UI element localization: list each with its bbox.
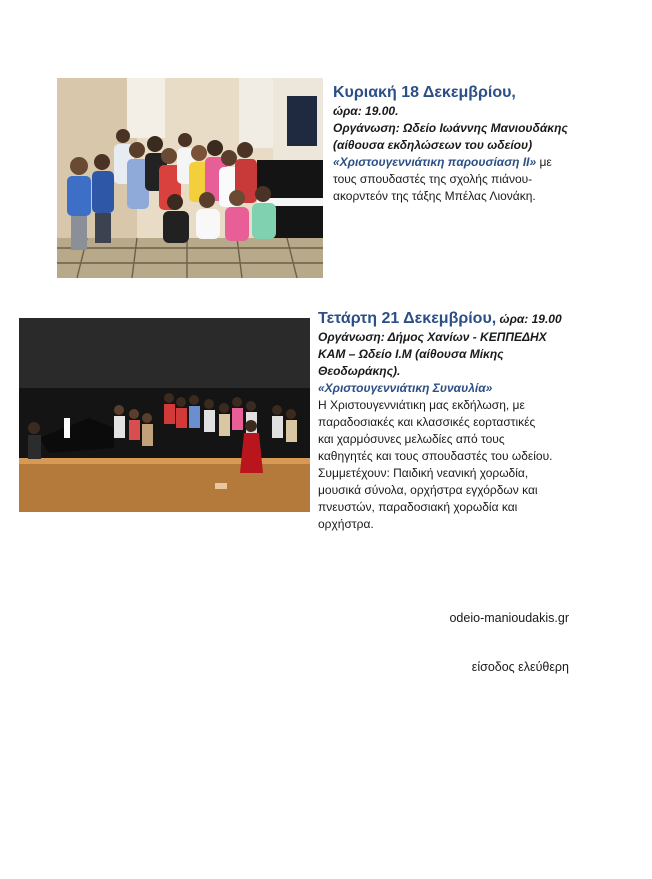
event-2-date: Τετάρτη 21 Δεκεμβρίου, bbox=[318, 310, 497, 327]
event-1-details bbox=[333, 82, 643, 205]
event-2-organizer-line-3: Θεοδωράκης). bbox=[318, 364, 401, 378]
event-2-desc-line: καθηγητές και τους σπουδαστές του ωδείου. bbox=[318, 449, 553, 463]
concert-stage-photo bbox=[19, 318, 310, 512]
event-2-desc-line: Συμμετέχουν: Παιδική νεανική χορωδία, bbox=[318, 466, 529, 480]
event-1-organizer-line-1: Οργάνωση: Ωδείο Ιωάννης Μανιουδάκης bbox=[333, 121, 568, 135]
event-1-desc-line-3: ακορντεόν της τάξης Μπέλας Λιονάκη. bbox=[333, 189, 536, 203]
event-2-organizer-line-1: Οργάνωση: Δήμος Χανίων - ΚΕΠΠΕΔΗΧ bbox=[318, 330, 547, 344]
event-1-desc-line-1: με bbox=[536, 155, 552, 169]
event-2-desc-line: παραδοσιακές και κλασσικές εορταστικές bbox=[318, 415, 536, 429]
event-2-details bbox=[318, 308, 648, 533]
event-2-desc-line: ορχήστρα. bbox=[318, 517, 374, 531]
event-1-organizer-line-2: (αίθουσα εκδηλώσεων του ωδείου) bbox=[333, 138, 533, 152]
event-1-desc-line-2: τους σπουδαστές της σχολής πιάνου- bbox=[333, 172, 533, 186]
students-group-photo bbox=[57, 78, 323, 278]
website-text: odeio-manioudakis.gr bbox=[449, 611, 569, 625]
event-1-title: «Χριστουγεννιάτικη παρουσίαση ΙΙ» bbox=[333, 155, 537, 169]
event-2-title: «Χριστουγεννιάτικη Συναυλία» bbox=[318, 381, 493, 395]
event-2-time: ώρα: 19.00 bbox=[496, 312, 562, 326]
free-entry-text: είσοδος ελεύθερη bbox=[471, 660, 569, 674]
event-2-desc-line: και χαρμόσυνες μελωδίες από τους bbox=[318, 432, 505, 446]
event-2-desc-line: μουσικά σύνολα, ορχήστρα εγχόρδων και bbox=[318, 483, 538, 497]
event-1-date: Κυριακή 18 Δεκεμβρίου, bbox=[333, 84, 516, 101]
event-2-desc-line: Η Χριστουγεννιάτικη μας εκδήλωση, με bbox=[318, 398, 525, 412]
event-2-desc-line: πνευστών, παραδοσιακή χορωδία και bbox=[318, 500, 518, 514]
event-2-organizer-line-2: ΚΑΜ – Ωδείο Ι.Μ (αίθουσα Μίκης bbox=[318, 347, 504, 361]
event-1-time: ώρα: 19.00. bbox=[333, 104, 399, 118]
